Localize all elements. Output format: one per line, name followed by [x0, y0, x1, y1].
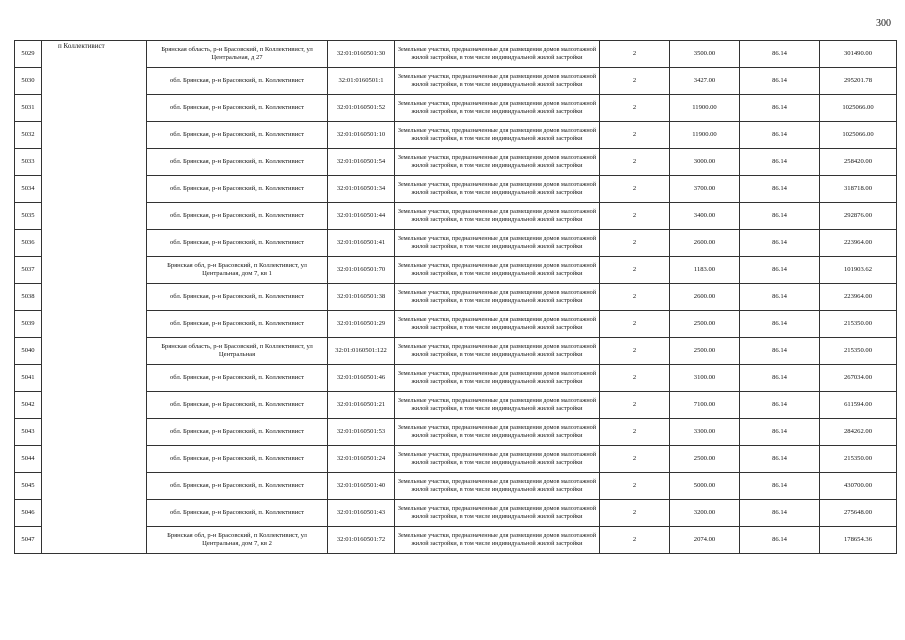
table-row [15, 365, 897, 392]
cadastral-value-cell: 267034.00 [820, 365, 897, 392]
land-use-purpose-cell: Земельные участки, предназначенные для размещения домов малоэтажной жилой застройки, в том числе индивидуальной жилой застройки [395, 149, 600, 176]
area-cell: 3300.00 [670, 419, 740, 446]
table-row [15, 284, 897, 311]
specific-value-cell: 86.14 [740, 527, 820, 554]
cadastral-number-cell: 32:01:0160501:44 [328, 203, 395, 230]
address-cell: обл. Брянская, р-н Брасовский, п. Коллективист [147, 122, 328, 149]
specific-value-cell: 86.14 [740, 41, 820, 68]
cadastral-number-cell: 32:01:0160501:38 [328, 284, 395, 311]
group-number-cell: 2 [600, 365, 670, 392]
specific-value-cell: 86.14 [740, 176, 820, 203]
land-use-purpose-cell: Земельные участки, предназначенные для размещения домов малоэтажной жилой застройки, в том числе индивидуальной жилой застройки [395, 284, 600, 311]
row-number-cell: 5029 [15, 41, 42, 68]
cadastral-value-cell: 258420.00 [820, 149, 897, 176]
cadastral-value-cell: 215350.00 [820, 311, 897, 338]
address-cell: обл. Брянская, р-н Брасовский, п. Коллективист [147, 419, 328, 446]
cadastral-value-cell: 292876.00 [820, 203, 897, 230]
row-number-cell: 5032 [15, 122, 42, 149]
cadastral-number-cell: 32:01:0160501:40 [328, 473, 395, 500]
cadastral-number-cell: 32:01:0160501:122 [328, 338, 395, 365]
address-cell: обл. Брянская, р-н Брасовский, п. Коллективист [147, 95, 328, 122]
address-cell: обл. Брянская, р-н Брасовский, п. Коллективист [147, 230, 328, 257]
cadastral-number-cell: 32:01:0160501:24 [328, 446, 395, 473]
specific-value-cell: 86.14 [740, 95, 820, 122]
table-row [15, 446, 897, 473]
group-number-cell: 2 [600, 500, 670, 527]
land-use-purpose-cell: Земельные участки, предназначенные для размещения домов малоэтажной жилой застройки, в том числе индивидуальной жилой застройки [395, 392, 600, 419]
group-number-cell: 2 [600, 176, 670, 203]
cadastral-value-cell: 1025066.00 [820, 95, 897, 122]
group-number-cell: 2 [600, 446, 670, 473]
land-use-purpose-cell: Земельные участки, предназначенные для размещения домов малоэтажной жилой застройки, в том числе индивидуальной жилой застройки [395, 68, 600, 95]
cadastral-value-cell: 284262.00 [820, 419, 897, 446]
area-cell: 11900.00 [670, 122, 740, 149]
table-row [15, 338, 897, 365]
address-cell: обл. Брянская, р-н Брасовский, п. Коллективист [147, 365, 328, 392]
cadastral-number-cell: 32:01:0160501:41 [328, 230, 395, 257]
cadastral-value-cell: 178654.36 [820, 527, 897, 554]
specific-value-cell: 86.14 [740, 446, 820, 473]
group-number-cell: 2 [600, 203, 670, 230]
group-number-cell: 2 [600, 392, 670, 419]
address-cell: Брянская область, р-н Брасовский, п Коллективист, ул Центральная [147, 338, 328, 365]
table-row [15, 500, 897, 527]
area-cell: 3400.00 [670, 203, 740, 230]
row-number-cell: 5044 [15, 446, 42, 473]
specific-value-cell: 86.14 [740, 149, 820, 176]
address-cell: обл. Брянская, р-н Брасовский, п. Коллективист [147, 203, 328, 230]
page-number: 300 [876, 18, 891, 29]
group-number-cell: 2 [600, 419, 670, 446]
area-cell: 3427.00 [670, 68, 740, 95]
table-row [15, 176, 897, 203]
cadastral-value-cell: 1025066.00 [820, 122, 897, 149]
cadastral-number-cell: 32:01:0160501:53 [328, 419, 395, 446]
specific-value-cell: 86.14 [740, 122, 820, 149]
address-cell: обл. Брянская, р-н Брасовский, п. Коллективист [147, 284, 328, 311]
address-cell: обл. Брянская, р-н Брасовский, п. Коллективист [147, 500, 328, 527]
group-number-cell: 2 [600, 311, 670, 338]
land-use-purpose-cell: Земельные участки, предназначенные для размещения домов малоэтажной жилой застройки, в том числе индивидуальной жилой застройки [395, 41, 600, 68]
area-cell: 2500.00 [670, 446, 740, 473]
group-number-cell: 2 [600, 95, 670, 122]
land-use-purpose-cell: Земельные участки, предназначенные для размещения домов малоэтажной жилой застройки, в том числе индивидуальной жилой застройки [395, 311, 600, 338]
row-number-cell: 5043 [15, 419, 42, 446]
specific-value-cell: 86.14 [740, 473, 820, 500]
table-row [15, 122, 897, 149]
area-cell: 2500.00 [670, 338, 740, 365]
group-number-cell: 2 [600, 230, 670, 257]
cadastral-value-cell: 275648.00 [820, 500, 897, 527]
land-use-purpose-cell: Земельные участки, предназначенные для размещения домов малоэтажной жилой застройки, в том числе индивидуальной жилой застройки [395, 473, 600, 500]
specific-value-cell: 86.14 [740, 203, 820, 230]
area-cell: 3200.00 [670, 500, 740, 527]
cadastral-number-cell: 32:01:0160501:72 [328, 527, 395, 554]
area-cell: 11900.00 [670, 95, 740, 122]
cadastral-value-cell: 215350.00 [820, 338, 897, 365]
land-use-purpose-cell: Земельные участки, предназначенные для размещения домов малоэтажной жилой застройки, в том числе индивидуальной жилой застройки [395, 122, 600, 149]
cadastral-value-cell: 295201.78 [820, 68, 897, 95]
group-number-cell: 2 [600, 149, 670, 176]
specific-value-cell: 86.14 [740, 365, 820, 392]
cadastral-value-cell: 215350.00 [820, 446, 897, 473]
land-use-purpose-cell: Земельные участки, предназначенные для размещения домов малоэтажной жилой застройки, в том числе индивидуальной жилой застройки [395, 500, 600, 527]
specific-value-cell: 86.14 [740, 338, 820, 365]
row-number-cell: 5042 [15, 392, 42, 419]
group-number-cell: 2 [600, 122, 670, 149]
table-row [15, 419, 897, 446]
cadastral-value-cell: 611594.00 [820, 392, 897, 419]
area-cell: 1183.00 [670, 257, 740, 284]
land-use-purpose-cell: Земельные участки, предназначенные для размещения домов малоэтажной жилой застройки, в том числе индивидуальной жилой застройки [395, 527, 600, 554]
address-cell: Брянская обл, р-н Брасовский, п Коллективист, ул Центральная, дом 7, кв 1 [147, 257, 328, 284]
land-use-purpose-cell: Земельные участки, предназначенные для размещения домов малоэтажной жилой застройки, в том числе индивидуальной жилой застройки [395, 230, 600, 257]
locality-cell: п Коллективист [42, 41, 147, 554]
address-cell: обл. Брянская, р-н Брасовский, п. Коллективист [147, 68, 328, 95]
area-cell: 3700.00 [670, 176, 740, 203]
row-number-cell: 5031 [15, 95, 42, 122]
specific-value-cell: 86.14 [740, 419, 820, 446]
area-cell: 3500.00 [670, 41, 740, 68]
cadastral-number-cell: 32:01:0160501:34 [328, 176, 395, 203]
cadastral-number-cell: 32:01:0160501:30 [328, 41, 395, 68]
cadastral-number-cell: 32:01:0160501:54 [328, 149, 395, 176]
table-row [15, 311, 897, 338]
row-number-cell: 5045 [15, 473, 42, 500]
table-row [15, 473, 897, 500]
area-cell: 7100.00 [670, 392, 740, 419]
cadastral-value-cell: 223964.00 [820, 284, 897, 311]
area-cell: 2074.00 [670, 527, 740, 554]
land-use-purpose-cell: Земельные участки, предназначенные для размещения домов малоэтажной жилой застройки, в том числе индивидуальной жилой застройки [395, 95, 600, 122]
area-cell: 3000.00 [670, 149, 740, 176]
group-number-cell: 2 [600, 527, 670, 554]
cadastral-value-table [14, 40, 897, 554]
row-number-cell: 5046 [15, 500, 42, 527]
specific-value-cell: 86.14 [740, 500, 820, 527]
row-number-cell: 5041 [15, 365, 42, 392]
address-cell: обл. Брянская, р-н Брасовский, п. Коллективист [147, 176, 328, 203]
address-cell: Брянская обл, р-н Брасовский, п Коллективист, ул Центральная, дом 7, кв 2 [147, 527, 328, 554]
specific-value-cell: 86.14 [740, 311, 820, 338]
address-cell: обл. Брянская, р-н Брасовский, п. Коллективист [147, 473, 328, 500]
table-row [15, 41, 897, 68]
specific-value-cell: 86.14 [740, 392, 820, 419]
land-use-purpose-cell: Земельные участки, предназначенные для размещения домов малоэтажной жилой застройки, в том числе индивидуальной жилой застройки [395, 365, 600, 392]
specific-value-cell: 86.14 [740, 230, 820, 257]
cadastral-number-cell: 32:01:0160501:29 [328, 311, 395, 338]
area-cell: 2600.00 [670, 230, 740, 257]
group-number-cell: 2 [600, 473, 670, 500]
table-row [15, 392, 897, 419]
group-number-cell: 2 [600, 41, 670, 68]
cadastral-value-cell: 301490.00 [820, 41, 897, 68]
table-row [15, 95, 897, 122]
specific-value-cell: 86.14 [740, 68, 820, 95]
group-number-cell: 2 [600, 257, 670, 284]
land-use-purpose-cell: Земельные участки, предназначенные для размещения домов малоэтажной жилой застройки, в том числе индивидуальной жилой застройки [395, 338, 600, 365]
cadastral-value-cell: 101903.62 [820, 257, 897, 284]
row-number-cell: 5037 [15, 257, 42, 284]
row-number-cell: 5038 [15, 284, 42, 311]
row-number-cell: 5034 [15, 176, 42, 203]
cadastral-number-cell: 32:01:0160501:43 [328, 500, 395, 527]
row-number-cell: 5040 [15, 338, 42, 365]
group-number-cell: 2 [600, 338, 670, 365]
land-use-purpose-cell: Земельные участки, предназначенные для размещения домов малоэтажной жилой застройки, в том числе индивидуальной жилой застройки [395, 203, 600, 230]
cadastral-value-cell: 430700.00 [820, 473, 897, 500]
row-number-cell: 5039 [15, 311, 42, 338]
table-body [15, 41, 897, 554]
land-use-purpose-cell: Земельные участки, предназначенные для размещения домов малоэтажной жилой застройки, в том числе индивидуальной жилой застройки [395, 419, 600, 446]
group-number-cell: 2 [600, 68, 670, 95]
row-number-cell: 5033 [15, 149, 42, 176]
land-use-purpose-cell: Земельные участки, предназначенные для размещения домов малоэтажной жилой застройки, в том числе индивидуальной жилой застройки [395, 257, 600, 284]
area-cell: 3100.00 [670, 365, 740, 392]
specific-value-cell: 86.14 [740, 284, 820, 311]
cadastral-number-cell: 32:01:0160501:1 [328, 68, 395, 95]
address-cell: Брянская область, р-н Брасовский, п Коллективист, ул Центральная, д 27 [147, 41, 328, 68]
cadastral-number-cell: 32:01:0160501:70 [328, 257, 395, 284]
area-cell: 2600.00 [670, 284, 740, 311]
row-number-cell: 5036 [15, 230, 42, 257]
address-cell: обл. Брянская, р-н Брасовский, п. Коллективист [147, 149, 328, 176]
area-cell: 2500.00 [670, 311, 740, 338]
land-use-purpose-cell: Земельные участки, предназначенные для размещения домов малоэтажной жилой застройки, в том числе индивидуальной жилой застройки [395, 176, 600, 203]
table-row [15, 203, 897, 230]
cadastral-number-cell: 32:01:0160501:46 [328, 365, 395, 392]
address-cell: обл. Брянская, р-н Брасовский, п. Коллективист [147, 311, 328, 338]
row-number-cell: 5047 [15, 527, 42, 554]
specific-value-cell: 86.14 [740, 257, 820, 284]
table-row [15, 230, 897, 257]
cadastral-number-cell: 32:01:0160501:21 [328, 392, 395, 419]
table-row [15, 257, 897, 284]
land-use-purpose-cell: Земельные участки, предназначенные для размещения домов малоэтажной жилой застройки, в том числе индивидуальной жилой застройки [395, 446, 600, 473]
cadastral-number-cell: 32:01:0160501:52 [328, 95, 395, 122]
cadastral-value-cell: 318718.00 [820, 176, 897, 203]
address-cell: обл. Брянская, р-н Брасовский, п. Коллективист [147, 392, 328, 419]
area-cell: 5000.00 [670, 473, 740, 500]
group-number-cell: 2 [600, 284, 670, 311]
table-row [15, 527, 897, 554]
address-cell: обл. Брянская, р-н Брасовский, п. Коллективист [147, 446, 328, 473]
cadastral-number-cell: 32:01:0160501:10 [328, 122, 395, 149]
table-row [15, 68, 897, 95]
cadastral-value-cell: 223964.00 [820, 230, 897, 257]
row-number-cell: 5035 [15, 203, 42, 230]
row-number-cell: 5030 [15, 68, 42, 95]
table-row [15, 149, 897, 176]
